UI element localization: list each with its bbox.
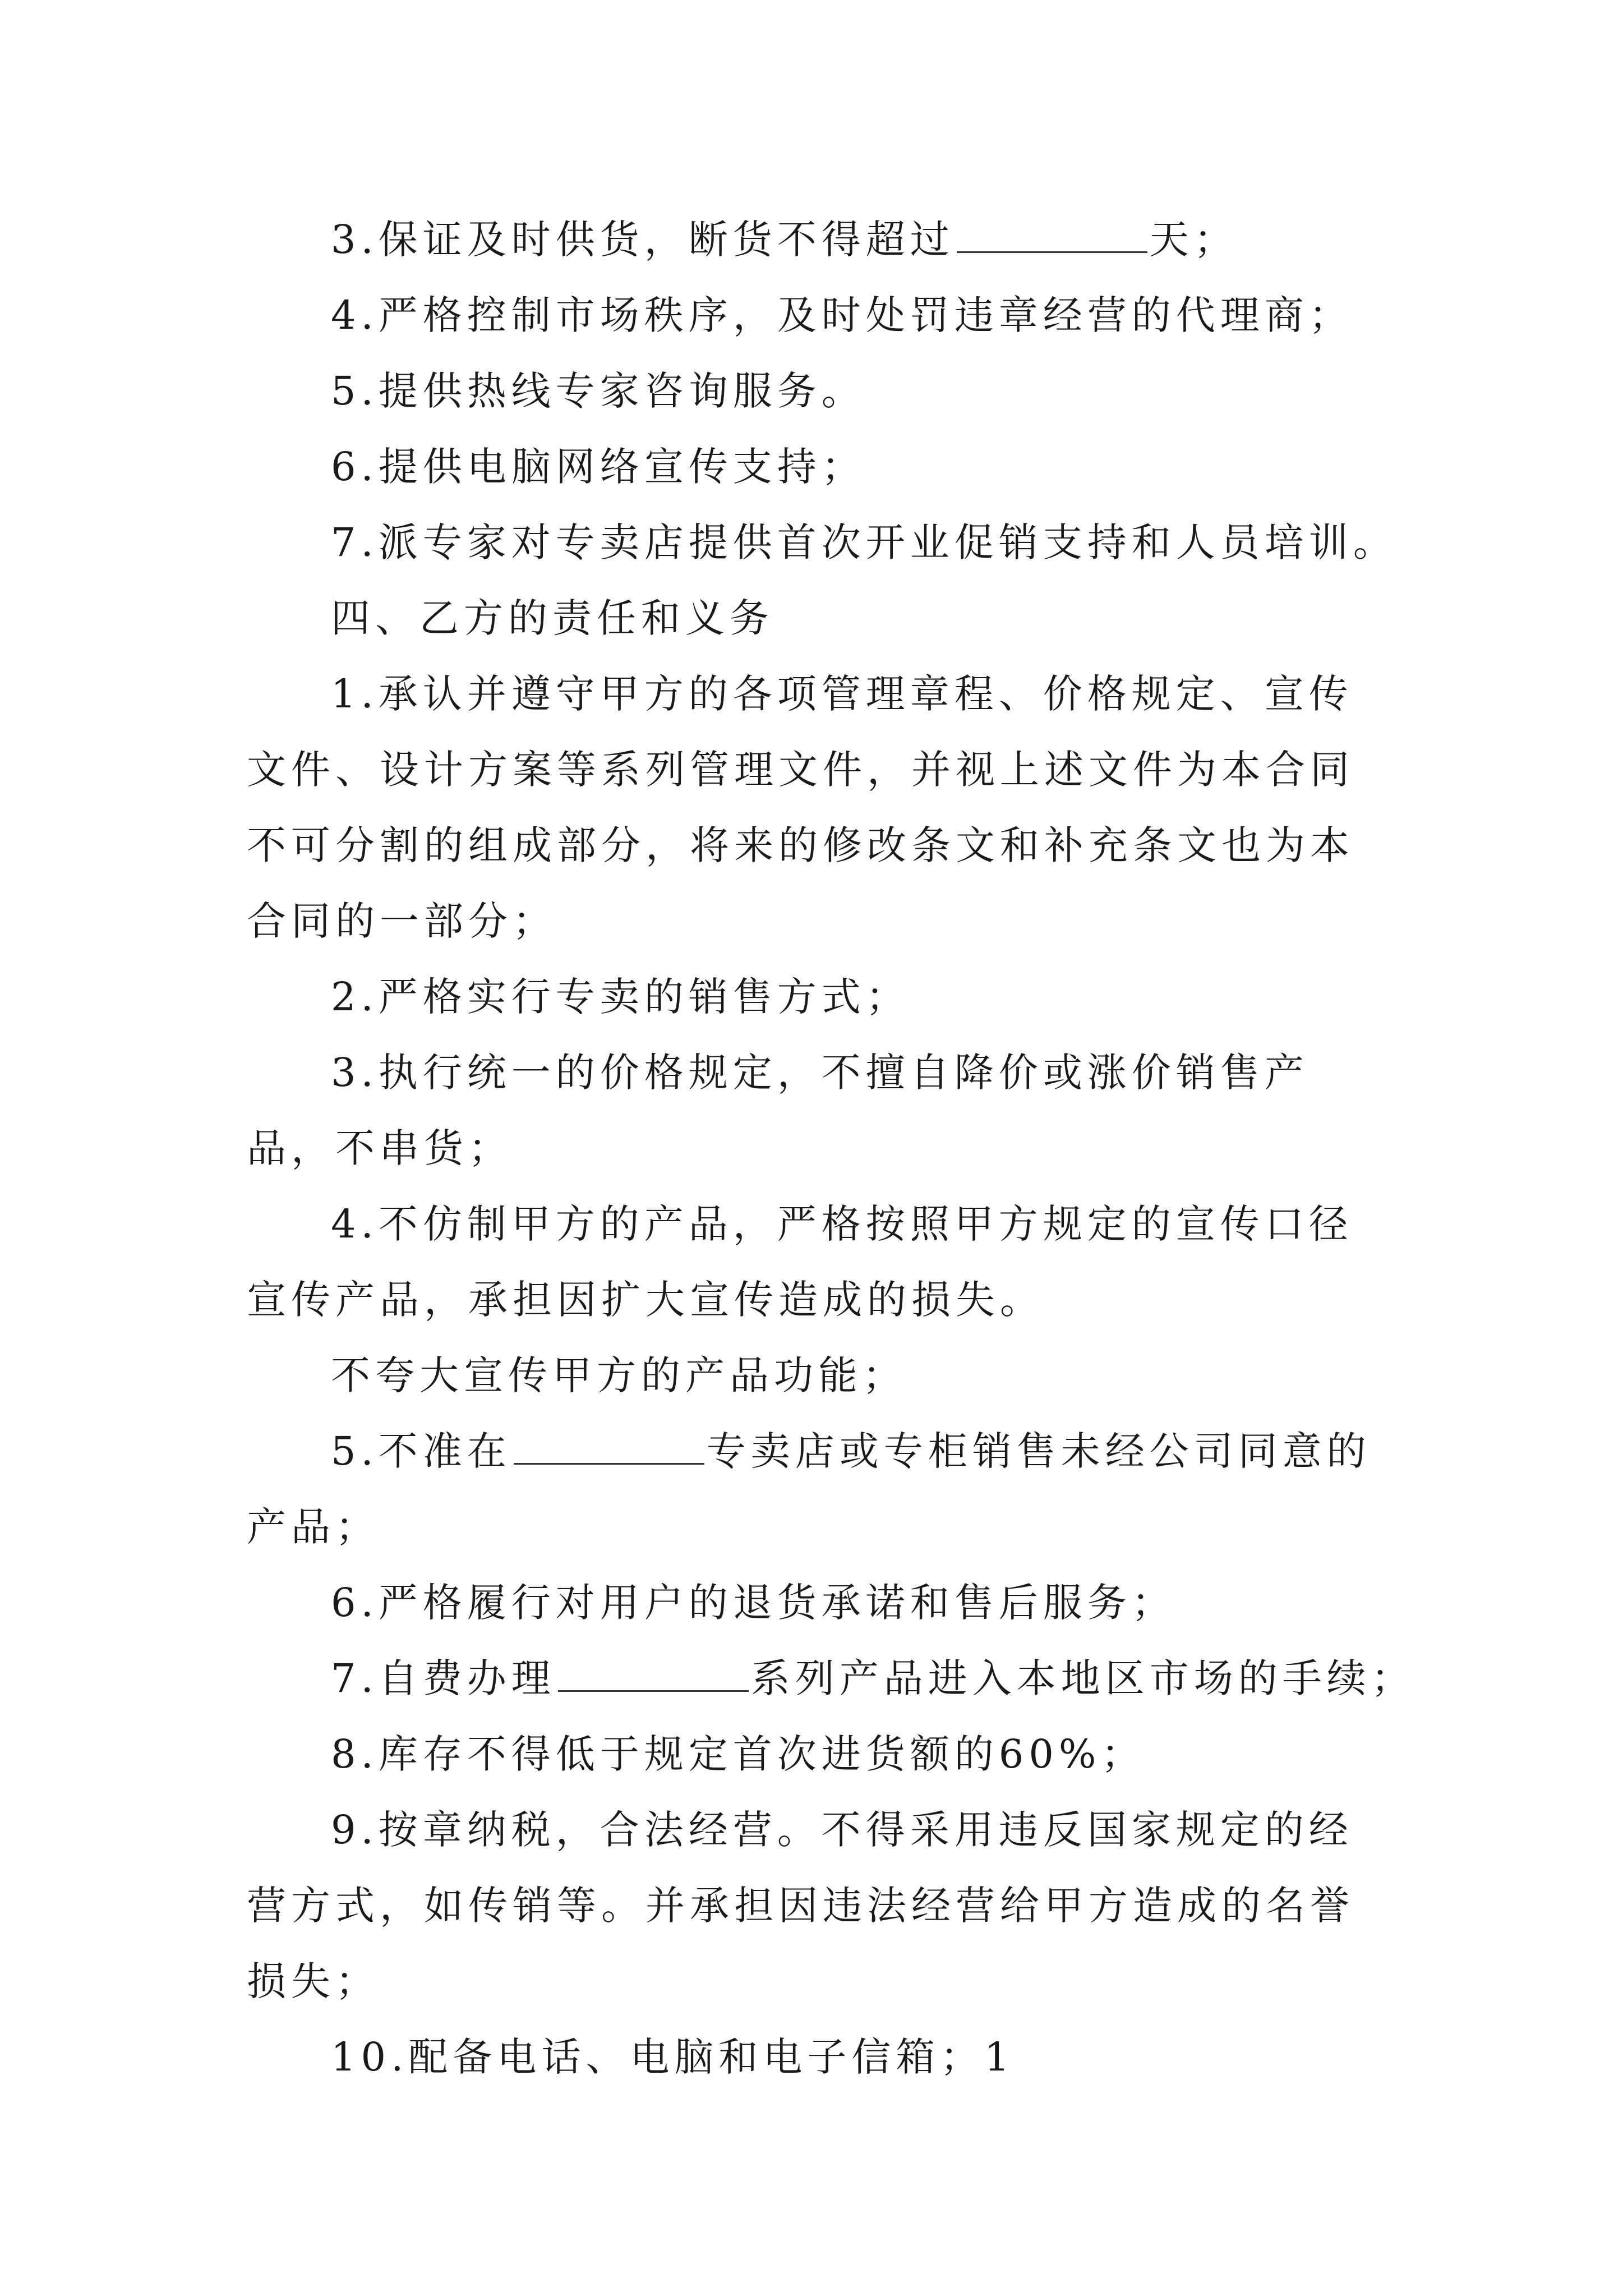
- clause-b-after-sales: 6.严格履行对用户的退货承诺和售后服务；: [331, 1580, 1176, 1626]
- document-body: [247, 202, 1415, 2095]
- section-heading-party-b: 四、乙方的责任和义务: [331, 595, 774, 641]
- clause-b-inventory: 8.库存不得低于规定首次进货额的60%；: [331, 1731, 1146, 1777]
- clause-b-no-other-products-before: 5.不准在: [331, 1428, 511, 1474]
- clause-supply-after: 天；: [1149, 217, 1238, 263]
- clause-b-market-entry-after: 系列产品进入本地区市场的手续；: [750, 1655, 1415, 1701]
- blank-store-field[interactable]: [514, 1462, 704, 1465]
- clause-b-market-entry: [247, 1641, 1415, 1717]
- clause-b-tax-compliance: 9.按章纳税，合法经营。不得采用违反国家规定的经营方式，如传销等。并承担因违法经营给甲方造成的名誉损失；: [247, 1807, 1354, 2004]
- clause-b-no-imitation: 4.不仿制甲方的产品，严格按照甲方规定的宣传口径宣传产品，承担因扩大宣传造成的损失。: [247, 1201, 1353, 1323]
- clause-b-no-exaggeration: 不夸大宣传甲方的产品功能；: [331, 1352, 907, 1398]
- clause-b-exclusive-sales: 2.严格实行专卖的销售方式；: [331, 974, 910, 1020]
- clause-expert-training: 7.派专家对专卖店提供首次开业促销支持和人员培训。: [331, 519, 1398, 565]
- clause-b-market-entry-before: 7.自费办理: [331, 1655, 556, 1701]
- clause-b-equipment: 10.配备电话、电脑和电子信箱；1: [331, 2034, 1015, 2080]
- clause-b-no-other-products-after: 专卖店或专柜销售未经公司同意的产品；: [247, 1428, 1371, 1550]
- clause-hotline: 5.提供热线专家咨询服务。: [331, 368, 866, 414]
- blank-days-field[interactable]: [957, 251, 1147, 253]
- clause-network-support: 6.提供电脑网络宣传支持；: [331, 444, 866, 490]
- blank-product-series-field[interactable]: [558, 1690, 749, 1692]
- clause-supply-before: 3.保证及时供货，断货不得超过: [331, 217, 955, 263]
- clause-b-rules: 1.承认并遵守甲方的各项管理章程、价格规定、宣传文件、设计方案等系列管理文件，并视上述文件为本合同不可分割的组成部分，将来的修改条文和补充条文也为本合同的一部分；: [247, 671, 1354, 944]
- clause-supply: [247, 202, 1385, 278]
- clause-b-pricing: 3.执行统一的价格规定，不擅自降价或涨价销售产品，不串货；: [247, 1050, 1309, 1171]
- clause-market-order: 4.严格控制市场秩序，及时处罚违章经营的代理商；: [331, 292, 1353, 338]
- clause-b-no-other-products: [247, 1414, 1385, 1565]
